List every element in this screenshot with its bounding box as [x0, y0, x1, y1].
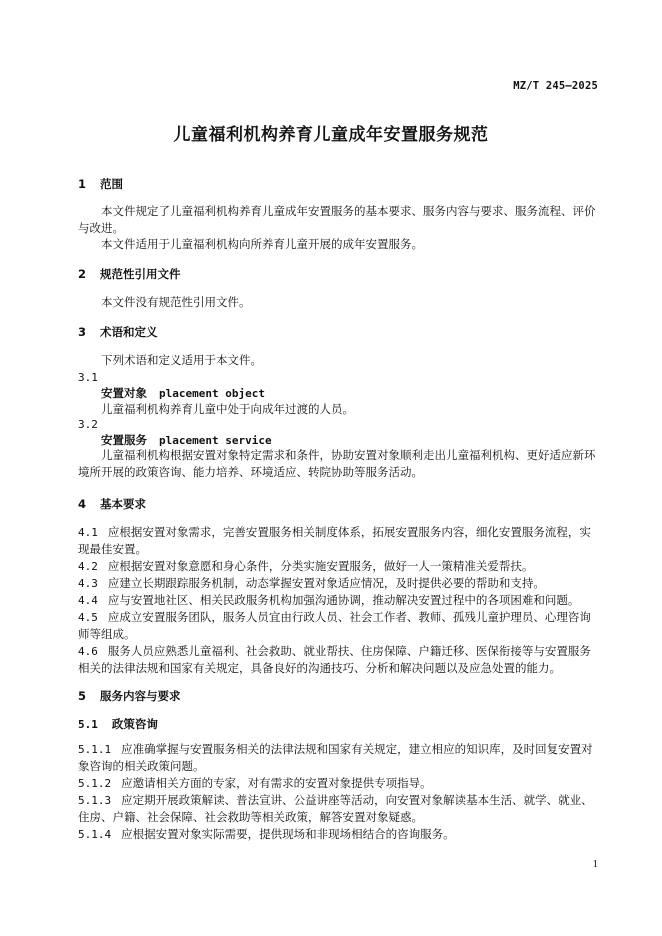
paragraph: 下列术语和定义适用于本文件。	[101, 353, 262, 367]
term-name-english: placement object	[159, 387, 265, 400]
term-number: 3.1	[78, 371, 98, 384]
clause-text: 应准确掌握与安置服务相关的法律法规和国家有关规定，建立相应的知识库，及时回复安置对象咨询的相关政策问题。	[78, 742, 593, 773]
term-definition: 儿童福利机构根据安置对象特定需求和条件，协助安置对象顺利走出儿童福利机构、更好适应新环境所开展的政策咨询、能力培养、环境适应、转院协助等服务活动。	[78, 448, 596, 479]
clause	[78, 592, 579, 609]
clause-number: 4.4	[78, 594, 98, 607]
section-4-heading	[78, 496, 146, 512]
clause	[78, 775, 432, 792]
section-title: 服务内容与要求	[100, 689, 181, 703]
clause-number: 5.1.3	[78, 794, 112, 807]
section-number: 2	[78, 267, 87, 281]
section-3-heading	[78, 324, 158, 340]
section-title: 基本要求	[100, 497, 147, 511]
document-title: 儿童福利机构养育儿童成年安置服务规范	[173, 125, 489, 145]
clause-number: 4.1	[78, 526, 98, 539]
clause-text: 应与安置地社区、相关民政服务机构加强沟通协调，推动解决安置过程中的各项困难和问题。	[107, 593, 580, 607]
clause-text: 服务人员应熟悉儿童福利、社会救助、就业帮扶、住房保障、户籍迁移、医保衔接等与安置服务相关的法律法规和国家有关规定，具备良好的沟通技巧、分析和解决问题以及应急处置的能力。	[78, 644, 591, 675]
section-5-heading	[78, 688, 181, 704]
clause-number: 4.6	[78, 645, 98, 658]
term-name-english: placement service	[159, 434, 272, 447]
subsection-number: 5.1	[78, 718, 98, 731]
clause-number: 4.5	[78, 611, 98, 624]
standard-number: MZ/T 245—2025	[513, 80, 598, 92]
term-entry	[101, 385, 265, 402]
clause	[78, 741, 600, 775]
clause-number: 4.3	[78, 577, 98, 590]
section-title: 术语和定义	[100, 325, 158, 339]
subsection-title: 政策咨询	[111, 717, 158, 731]
section-1-heading	[78, 176, 123, 192]
clause-text: 应成立安置服务团队，服务人员宜由行政人员、社会工作者、教师、孤残儿童护理员、心理咨询师等组成。	[78, 610, 591, 641]
section-title: 规范性引用文件	[100, 267, 181, 281]
section-number: 1	[78, 177, 87, 191]
term-definition: 儿童福利机构养育儿童中处于向成年过渡的人员。	[101, 402, 354, 416]
section-number: 5	[78, 689, 87, 703]
clause-text: 应定期开展政策解读、普法宣讲、公益讲座等活动，向安置对象解读基本生活、就学、就业、住房、户籍、社会保障、社会救助等相关政策，解答安置对象疑惑。	[78, 793, 593, 824]
clause-text: 应建立长期跟踪服务机制，动态掌握安置对象适应情况，及时提供必要的帮助和支持。	[107, 576, 545, 590]
clause	[78, 826, 455, 843]
clause-number: 5.1.2	[78, 777, 112, 790]
section-number: 4	[78, 497, 87, 511]
term-name: 安置服务	[101, 433, 147, 447]
clause-text: 应根据安置对象实际需要，提供现场和非现场相结合的咨询服务。	[121, 827, 455, 841]
clause	[78, 792, 600, 826]
clause	[78, 575, 545, 592]
paragraph: 本文件适用于儿童福利机构向所养育儿童开展的成年安置服务。	[101, 237, 423, 251]
clause-text: 应根据安置对象需求，完善安置服务相关制度体系，拓展安置服务内容，细化安置服务流程，实现最佳安置。	[78, 525, 591, 556]
clause-number: 5.1.4	[78, 828, 112, 841]
clause	[78, 524, 600, 558]
clause	[78, 609, 600, 643]
section-number: 3	[78, 325, 87, 339]
term-number: 3.2	[78, 418, 98, 431]
paragraph: 本文件没有规范性引用文件。	[101, 295, 251, 309]
section-2-heading	[78, 266, 181, 282]
clause	[78, 558, 533, 575]
paragraph: 本文件规定了儿童福利机构养育儿童成年安置服务的基本要求、服务内容与要求、服务流程、评价与改进。	[78, 204, 596, 235]
page-number: 1	[592, 858, 598, 870]
clause-number: 5.1.1	[78, 743, 112, 756]
clause-text: 应根据安置对象意愿和身心条件，分类实施安置服务，做好一人一策精准关爱帮扶。	[107, 559, 534, 573]
section-title: 范围	[100, 177, 124, 191]
term-name: 安置对象	[101, 386, 147, 400]
clause-text: 应邀请相关方面的专家，对有需求的安置对象提供专项指导。	[121, 776, 432, 790]
clause-number: 4.2	[78, 560, 98, 573]
clause	[78, 643, 600, 677]
subsection-5-1-heading	[78, 716, 158, 733]
